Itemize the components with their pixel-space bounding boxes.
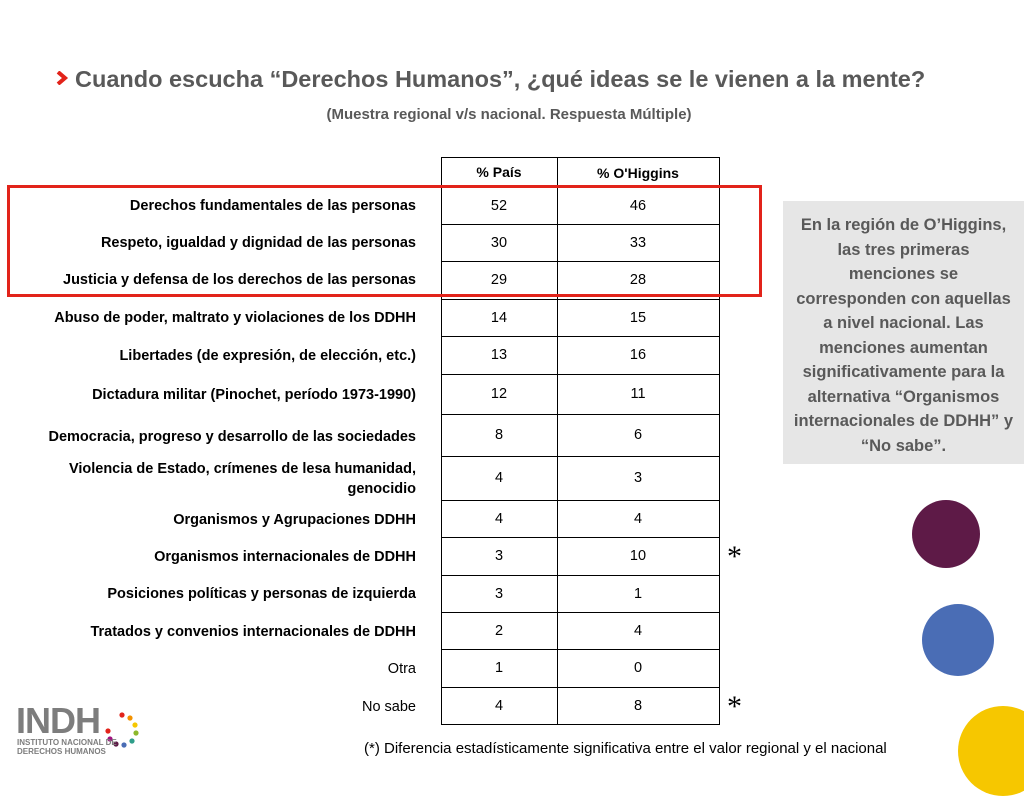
cell-pais: 13: [490, 347, 508, 363]
cell-ohiggins: 16: [629, 347, 647, 363]
chevron-right-icon: [55, 71, 69, 85]
cell-pais: 1: [494, 660, 504, 676]
cell-ohiggins: 4: [633, 622, 643, 639]
slide-subtitle: (Muestra regional v/s nacional. Respuesta Múltiple): [326, 106, 692, 123]
decorative-circle-blue: [922, 604, 994, 676]
cell-pais: 29: [490, 272, 508, 288]
decorative-circle-yellow: [958, 706, 1024, 796]
significance-marker: *: [727, 690, 742, 723]
row-label: Respeto, igualdad y dignidad de las personas: [100, 235, 416, 251]
title-text: Cuando escucha “Derechos Humanos”, ¿qué ideas se le vienen a la mente?: [75, 66, 926, 92]
logo-line-1: INSTITUTO NACIONAL DE: [17, 738, 117, 747]
row-label: Otra: [387, 661, 416, 677]
cell-ohiggins: 8: [633, 697, 643, 714]
cell-ohiggins: 1: [633, 585, 643, 602]
row-label: Dictadura militar (Pinochet, período 1973-1990): [92, 387, 416, 403]
cell-ohiggins: 10: [629, 548, 647, 564]
footnote: (*) Diferencia estadísticamente significativa entre el valor regional y el nacional: [364, 740, 887, 757]
row-label: Libertades (de expresión, de elección, etc.): [119, 348, 416, 364]
decorative-circle-purple: [912, 500, 980, 568]
cell-pais: 2: [494, 622, 504, 639]
cell-ohiggins: 11: [630, 386, 646, 402]
cell-ohiggins: 15: [629, 309, 647, 326]
cell-pais: 8: [494, 427, 504, 443]
header-pais: % País: [476, 164, 522, 180]
indh-logo: [16, 702, 141, 757]
cell-ohiggins: 46: [629, 197, 647, 214]
cell-pais: 52: [490, 197, 508, 214]
cell-ohiggins: 0: [633, 660, 643, 676]
cell-pais: 3: [494, 548, 504, 564]
cell-pais: 12: [490, 386, 508, 402]
note-box: [783, 201, 1024, 464]
significance-marker: *: [727, 540, 742, 573]
cell-ohiggins: 4: [633, 510, 643, 527]
cell-ohiggins: 6: [633, 427, 643, 443]
header-ohiggins: % O'Higgins: [597, 165, 679, 181]
row-label: No sabe: [361, 699, 416, 715]
row-label: Organismos internacionales de DDHH: [154, 549, 416, 565]
cell-pais: 14: [490, 309, 508, 326]
row-label: Derechos fundamentales de las personas: [129, 198, 416, 214]
cell-pais: 4: [494, 470, 504, 486]
logo-line-2: DERECHOS HUMANOS: [17, 747, 106, 756]
cell-pais: 3: [494, 585, 504, 602]
note-text: En la región de O’Higgins, las tres primeras menciones se corresponden con aquellas a nivel nacional. Las menciones aumentan significativamente para la alternativa “Organismos internacionales de DDHH” y “No sabe”.: [793, 216, 1014, 455]
cell-ohiggins: 3: [633, 470, 643, 486]
row-label: Organismos y Agrupaciones DDHH: [173, 512, 416, 528]
row-label: Abuso de poder, maltrato y violaciones de los DDHH: [54, 310, 416, 326]
slide-title: [55, 66, 1015, 93]
row-label: Justicia y defensa de los derechos de las personas: [63, 272, 416, 288]
row-label: Posiciones políticas y personas de izquierda: [107, 586, 416, 602]
logo-main: INDH: [16, 700, 100, 741]
cell-pais: 30: [490, 234, 508, 251]
row-label: Democracia, progreso y desarrollo de las sociedades: [48, 429, 416, 445]
cell-pais: 4: [494, 510, 504, 527]
row-label: Violencia de Estado, crímenes de lesa humanidad, genocidio: [68, 461, 416, 497]
cell-pais: 4: [494, 697, 504, 714]
cell-ohiggins: 28: [629, 272, 647, 288]
cell-ohiggins: 33: [629, 234, 647, 251]
row-label: Tratados y convenios internacionales de DDHH: [90, 624, 416, 640]
top-three-highlight: [7, 185, 762, 297]
